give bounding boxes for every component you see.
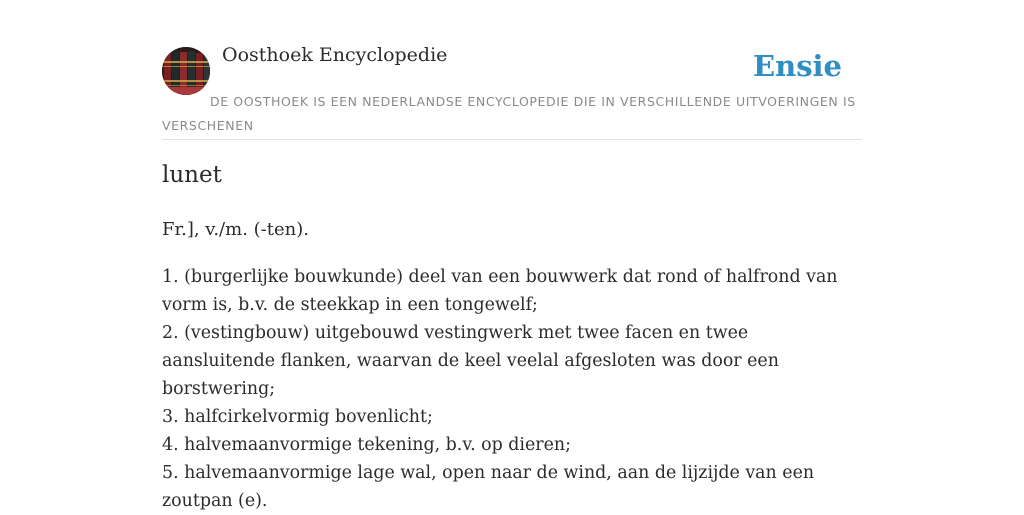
entry-grammar: Fr.], v./m. (-ten). xyxy=(162,219,309,240)
source-name[interactable]: Oosthoek Encyclopedie xyxy=(222,44,448,66)
definition-item: 1. (burgerlijke bouwkunde) deel van een bouwwerk dat rond of halfrond van vorm is, b.v. de steekkap in een tongewelf; xyxy=(162,267,838,315)
source-avatar[interactable] xyxy=(162,47,210,95)
source-description: DE OOSTHOEK IS EEN NEDERLANDSE ENCYCLOPEDIE DIE IN VERSCHILLENDE UITVOERINGEN IS VERSCHENEN xyxy=(162,94,856,133)
encyclopedia-books-icon xyxy=(162,47,210,95)
definition-item: 4. halvemaanvormige tekening, b.v. op dieren; xyxy=(162,435,571,455)
ensie-logo[interactable]: Ensie xyxy=(753,49,842,83)
definition-item: 2. (vestingbouw) uitgebouwd vestingwerk met twee facen en twee aansluitende flanken, waarvan de keel veelal afgesloten was door een borstwering; xyxy=(162,323,779,399)
definition-item: 3. halfcirkelvormig bovenlicht; xyxy=(162,407,433,427)
source-header xyxy=(162,0,862,140)
entry-term: lunet xyxy=(162,162,222,188)
definition-list xyxy=(162,263,862,515)
entry-card xyxy=(162,0,862,512)
definition-item: 5. halvemaanvormige lage wal, open naar de wind, aan de lijzijde van een zoutpan (e). xyxy=(162,463,815,511)
